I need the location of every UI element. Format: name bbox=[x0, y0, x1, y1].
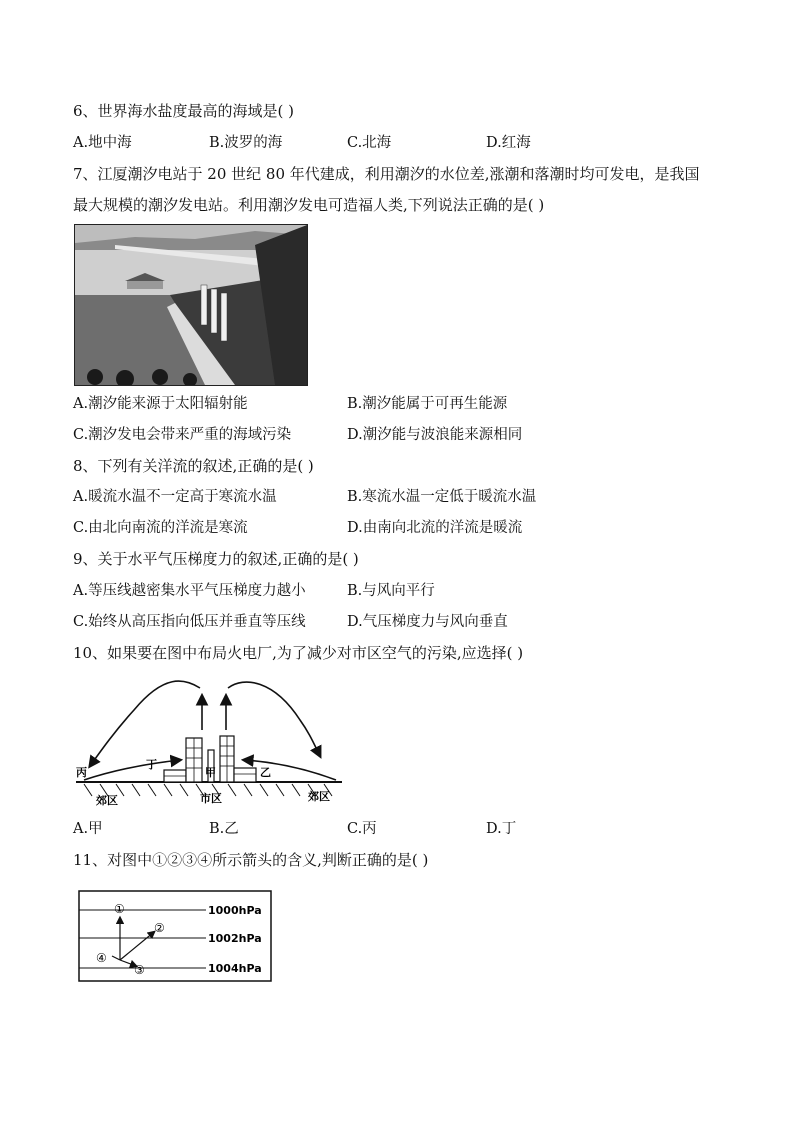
label-city: 市区 bbox=[200, 792, 222, 805]
q8-option-c: C.由北向南流的洋流是寒流 bbox=[73, 520, 248, 536]
label-suburb-right: 郊区 bbox=[308, 790, 330, 803]
tidal-power-station-photo bbox=[74, 224, 308, 386]
question-9-stem: 9、关于水平气压梯度力的叙述,正确的是( ) bbox=[73, 550, 359, 568]
q9-option-c: C.始终从高压指向低压并垂直等压线 bbox=[73, 614, 306, 630]
label-suburb-left: 郊区 bbox=[96, 794, 118, 807]
label-ding: 丁 bbox=[146, 758, 157, 771]
q6-option-a: A.地中海 bbox=[73, 135, 132, 151]
question-8-stem: 8、下列有关洋流的叙述,正确的是( ) bbox=[73, 457, 314, 475]
q8-option-b: B.寒流水温一定低于暖流水温 bbox=[347, 489, 537, 505]
q10-option-d: D.丁 bbox=[486, 821, 517, 837]
isobar-svg bbox=[78, 890, 272, 982]
heat-island-circulation-diagram bbox=[74, 670, 346, 808]
q7-option-c: C.潮汐发电会带来严重的海域污染 bbox=[73, 427, 292, 443]
q8-option-a: A.暖流水温不一定高于寒流水温 bbox=[73, 489, 277, 505]
question-7-stem-line1: 7、江厦潮汐电站于 20 世纪 80 年代建成，利用潮汐的水位差,涨潮和落潮时均可发电，是我国 bbox=[73, 165, 700, 183]
marker-1: ① bbox=[114, 902, 125, 916]
q6-option-c: C.北海 bbox=[347, 135, 392, 151]
circulation-svg bbox=[74, 670, 346, 808]
q6-option-d: D.红海 bbox=[486, 135, 531, 151]
q6-option-b: B.波罗的海 bbox=[209, 135, 283, 151]
marker-4: ④ bbox=[96, 951, 107, 965]
question-11-stem: 11、对图中①②③④所示箭头的含义,判断正确的是( ) bbox=[73, 851, 429, 869]
q10-option-b: B.乙 bbox=[209, 821, 239, 837]
marker-2: ② bbox=[154, 921, 165, 935]
q8-option-d: D.由南向北流的洋流是暖流 bbox=[347, 520, 523, 536]
isobar-arrows-diagram bbox=[78, 890, 272, 982]
label-yi: 乙 bbox=[260, 766, 271, 779]
marker-3: ③ bbox=[134, 963, 145, 977]
q7-option-a: A.潮汐能来源于太阳辐射能 bbox=[73, 396, 248, 412]
q10-option-c: C.丙 bbox=[347, 821, 377, 837]
label-jia: 甲 bbox=[205, 766, 216, 779]
question-6-stem: 6、世界海水盐度最高的海域是( ) bbox=[73, 102, 295, 120]
q7-option-d: D.潮汐能与波浪能来源相同 bbox=[347, 427, 523, 443]
isobar-label-1002: 1002hPa bbox=[208, 932, 262, 945]
q9-option-a: A.等压线越密集水平气压梯度力越小 bbox=[73, 583, 306, 599]
label-bing: 丙 bbox=[76, 766, 87, 779]
isobar-label-1000: 1000hPa bbox=[208, 904, 262, 917]
question-10-stem: 10、如果要在图中布局火电厂,为了减少对市区空气的污染,应选择( ) bbox=[73, 644, 524, 662]
q9-option-b: B.与风向平行 bbox=[347, 583, 435, 599]
tidal-photo-illustration bbox=[75, 225, 307, 385]
q7-option-b: B.潮汐能属于可再生能源 bbox=[347, 396, 508, 412]
question-7-stem-line2: 最大规模的潮汐发电站。利用潮汐发电可造福人类,下列说法正确的是( ) bbox=[73, 196, 545, 214]
q9-option-d: D.气压梯度力与风向垂直 bbox=[347, 614, 508, 630]
q10-option-a: A.甲 bbox=[73, 821, 103, 837]
isobar-label-1004: 1004hPa bbox=[208, 962, 262, 975]
